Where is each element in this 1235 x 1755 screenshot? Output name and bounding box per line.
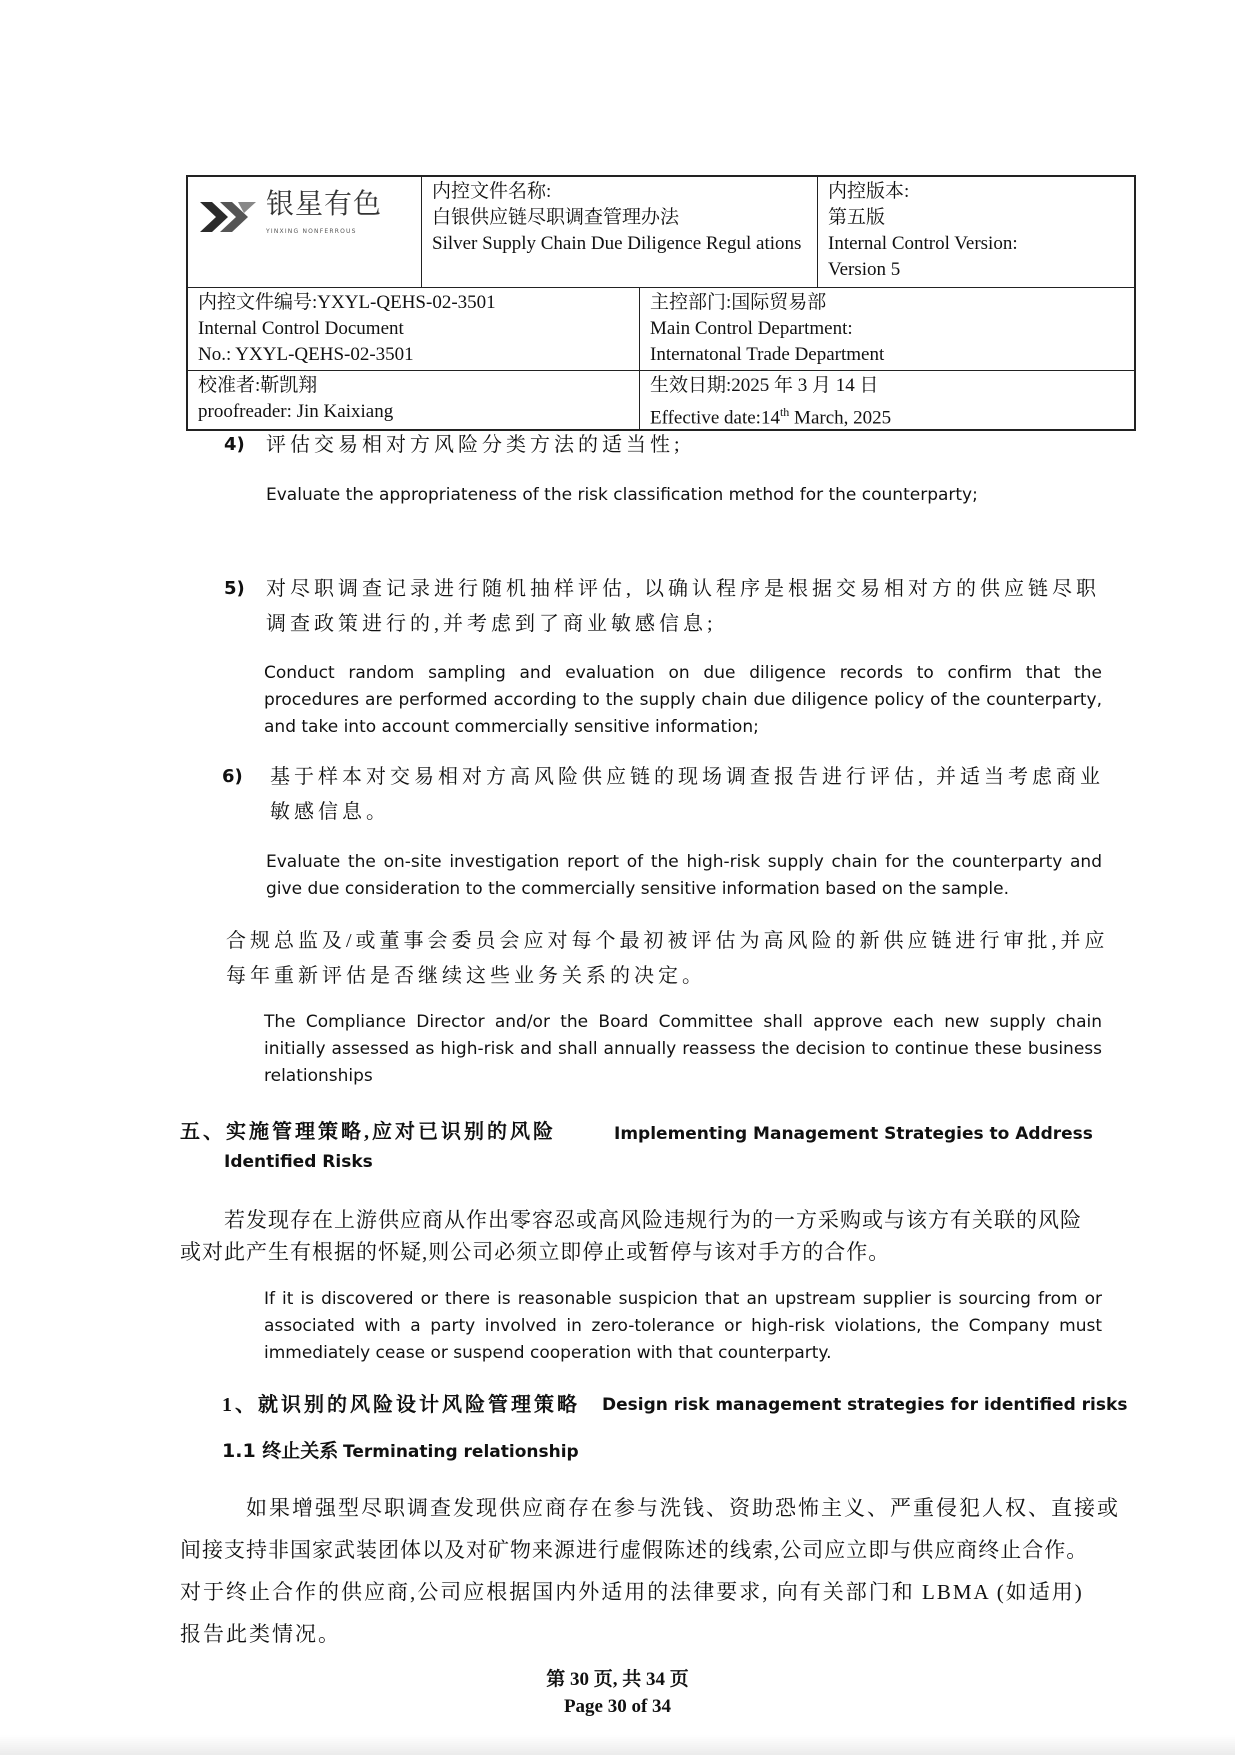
version-label-en: Internal Control Version: (828, 233, 1018, 254)
subsection-1-heading-cn: 1、就识别的风险设计风险管理策略 (222, 1394, 580, 1416)
version-en: Version 5 (828, 259, 901, 280)
version-cell (817, 177, 1134, 287)
company-logo (198, 189, 382, 245)
version-label: 内控版本: (828, 181, 910, 202)
document-number-cn: 内控文件编号:YXYL-QEHS-02-3501 (198, 292, 496, 313)
document-name-en: Silver Supply Chain Due Diligence Regul ations (432, 233, 802, 254)
compliance-cn-line-1: 合规总监及/或董事会委员会应对每个最初被评估为高风险的新供应链进行审批,并应 (226, 930, 1109, 952)
effective-date-en-pre: Effective date:14 (650, 407, 780, 429)
department-cell (639, 288, 1134, 370)
subsection-1-1-heading-en: Terminating relationship (343, 1442, 579, 1462)
section-5-para-cn-line-1: 若发现存在上游供应商从作出零容忍或高风险违规行为的一方采购或与该方有关联的风险 (224, 1208, 1082, 1232)
logo-mark-icon (198, 198, 260, 236)
document-number-en-1: Internal Control Document (198, 318, 404, 339)
item-6-en: Evaluate the on-site investigation report of the high-risk supply chain for the counterparty and give due consideration to the commercially sensitive information based on the sample. (266, 852, 1102, 899)
proofreader-en: proofreader: Jin Kaixiang (198, 401, 394, 422)
effective-date-en (650, 399, 1124, 431)
department-en-1: Main Control Department: (650, 318, 853, 339)
section-5-para-en: If it is discovered or there is reasonable suspicion that an upstream supplier is sourcing from or associated with a party involved in zero-tolerance or high-risk violations, the Company must immediately cease or suspend cooperation with that counterparty. (264, 1289, 1102, 1363)
document-name-cell (421, 177, 817, 287)
version-cn: 第五版 (828, 207, 886, 228)
document-number-en-2: No.: YXYL-QEHS-02-3501 (198, 344, 414, 365)
department-en-2: Internatonal Trade Department (650, 344, 885, 365)
document-number-cell (188, 288, 639, 370)
scan-shadow (0, 1735, 1235, 1755)
document-name-cn: 白银供应链尽职调查管理办法 (432, 207, 680, 228)
page-number-en: Page 30 of 34 (563, 1696, 672, 1717)
effective-date-cn: 生效日期:2025 年 3 月 14 日 (650, 375, 879, 396)
section-5-heading-en-2: Identified Risks (224, 1152, 373, 1172)
termination-para-line-4: 报告此类情况。 (180, 1622, 341, 1646)
item-5-en: Conduct random sampling and evaluation on due diligence records to confirm that the procedures are performed according to the supply chain due diligence policy of the counterparty, and take into account commercially sensitive information; (264, 663, 1102, 737)
section-5-para-cn-line-2: 或对此产生有根据的怀疑,则公司必须立即停止或暂停与该对手方的合作。 (180, 1240, 891, 1264)
termination-para-line-1: 如果增强型尽职调查发现供应商存在参与洗钱、资助恐怖主义、严重侵犯人权、直接或 (246, 1496, 1120, 1520)
compliance-cn-line-2: 每年重新评估是否继续这些业务关系的决定。 (226, 965, 706, 987)
effective-date-cell (639, 371, 1134, 429)
proofreader-cell (188, 371, 639, 429)
subsection-1-heading-en: Design risk management strategies for identified risks (602, 1395, 1128, 1415)
document-header-table (186, 175, 1136, 431)
page-number-cn: 第 30 页, 共 34 页 (546, 1669, 689, 1690)
subsection-1-1-heading (222, 1436, 579, 1467)
item-4-en: Evaluate the appropriateness of the risk classification method for the counterparty; (266, 485, 978, 505)
item-6-number: 6) (222, 766, 243, 787)
item-5-cn-line-2: 调查政策进行的,并考虑到了商业敏感信息; (266, 613, 717, 635)
termination-para-line-2: 间接支持非国家武装团体以及对矿物来源进行虚假陈述的线索,公司应立即与供应商终止合作。 (180, 1538, 1089, 1562)
termination-para-line-3: 对于终止合作的供应商,公司应根据国内外适用的法律要求, 向有关部门和 LBMA (如适用) (180, 1580, 1084, 1604)
item-5-cn-line-1: 对尽职调查记录进行随机抽样评估, 以确认程序是根据交易相对方的供应链尽职 (266, 578, 1100, 600)
item-4-cn: 评估交易相对方风险分类方法的适当性; (266, 434, 684, 456)
logo-english-text: YINXING NONFERROUS (266, 228, 357, 235)
item-5-number: 5) (224, 578, 245, 599)
compliance-en: The Compliance Director and/or the Board Committee shall approve each new supply chain initially assessed as high-risk and shall annually reassess the decision to continue these business relationships (264, 1012, 1102, 1086)
effective-date-en-post: March, 2025 (789, 407, 892, 429)
item-6-cn-line-2: 敏感信息。 (270, 801, 390, 823)
department-cn: 主控部门:国际贸易部 (650, 292, 827, 313)
item-6-cn-line-1: 基于样本对交易相对方高风险供应链的现场调查报告进行评估, 并适当考虑商业 (270, 766, 1104, 788)
logo-chinese-text: 银星有色 (266, 187, 383, 220)
proofreader-cn: 校准者:靳凯翔 (198, 375, 318, 396)
effective-date-en-sup: th (779, 405, 790, 419)
logo-cell (188, 177, 421, 287)
section-5-heading-cn: 五、实施管理策略,应对已识别的风险 (180, 1121, 556, 1143)
document-name-label: 内控文件名称: (432, 181, 552, 202)
section-5-heading-en-1: Implementing Management Strategies to Address (614, 1124, 1093, 1144)
subsection-1-1-heading-cn: 1.1 终止关系 (222, 1440, 339, 1462)
item-4-number: 4) (224, 434, 245, 455)
